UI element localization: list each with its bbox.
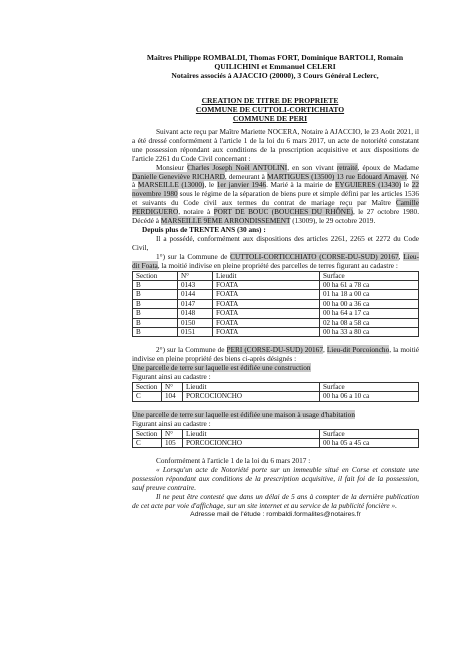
- birthdate: 1er janvier 1946: [216, 180, 267, 190]
- table-cell: B: [133, 280, 178, 289]
- duration-heading: Depuis plus de TRENTE ANS (30 ans) :: [142, 224, 266, 234]
- parcel-1-cadastre-label: Figurant ainsi au cadastre :: [132, 372, 211, 382]
- header-line-2: QUILICHINI et Emmanuel CELERI: [214, 62, 336, 71]
- table-cell: 0148: [178, 309, 213, 318]
- table-cell: 0143: [178, 280, 213, 289]
- header-cell: Lieudit: [183, 429, 320, 438]
- law-quote-2: Il ne peut être contesté que dans un délai de 5 ans à compter de la dernière publication de cet acte par voie d'affichage, sur un site internet et au service de la publicité foncière ».: [132, 492, 419, 510]
- table-cell: FOATA: [213, 327, 320, 336]
- text-fragment: ,: [322, 345, 327, 355]
- header-cell: N°: [162, 429, 183, 438]
- table-cell: 01 ha 18 a 00 ca: [320, 290, 419, 299]
- header-line-1: Maîtres Philippe ROMBALDI, Thomas FORT, Dominique BARTOLI, Romain: [146, 53, 404, 62]
- table-row: [133, 392, 419, 401]
- table-cell: B: [133, 290, 178, 299]
- text-fragment: , le: [204, 180, 217, 190]
- table-row: [133, 327, 419, 336]
- notary-name: Camille PERDIGUERO: [132, 198, 419, 217]
- parcel-2-cadastre-label: Figurant ainsi au cadastre :: [132, 418, 211, 428]
- header-cell: Section: [133, 382, 162, 391]
- lieudit-foata: Lieu-dit Foata: [132, 251, 420, 270]
- table-row: [133, 290, 419, 299]
- header-cell: Surface: [320, 429, 419, 438]
- table-row: [133, 318, 419, 327]
- table-cell: FOATA: [213, 299, 320, 308]
- table-cell: B: [133, 318, 178, 327]
- person-name: Charles Joseph Noël ANTOLINI: [187, 162, 288, 172]
- document-title: [150, 96, 390, 123]
- table-cell: 00 ha 33 a 80 ca: [320, 327, 419, 336]
- commune-peri: PERI (CORSE-DU-SUD) 20167: [226, 345, 323, 355]
- table-cell: B: [133, 309, 178, 318]
- text-fragment: , en son vivant: [287, 162, 337, 172]
- notary-place: PORT DE BOUC (BOUCHES DU RHÔNE): [213, 207, 353, 217]
- marriage-date: 22 novembre 1980: [132, 180, 419, 199]
- table-cell: B: [133, 327, 178, 336]
- spouse-name: Danielle Geneviève RICHARD: [132, 171, 225, 181]
- office-email: Adresse mail de l'étude : rombaldi.formalites@notaires.fr: [190, 510, 361, 518]
- title-line-2: COMMUNE DE CUTTOLI-CORTICHIATO: [195, 105, 345, 114]
- table-row: [133, 299, 419, 308]
- table-cell: C: [133, 392, 162, 401]
- law-reference: Conformément à l'article 1 de la loi du 6 mars 2017 :: [156, 456, 311, 466]
- document-body: [132, 128, 419, 520]
- table-header-row: [133, 429, 419, 438]
- text-fragment: le: [401, 180, 412, 190]
- header-cell: Lieudit: [183, 382, 320, 391]
- text-fragment: Monsieur: [156, 162, 188, 172]
- text-fragment: , le 27 octobre 1980. Décédé à: [132, 207, 420, 226]
- table-row: [133, 309, 419, 318]
- person-paragraph: [132, 164, 419, 226]
- possession-paragraph: Il a possédé, conformément aux dispositions des articles 2261, 2265 et 2272 du Code Civil,: [132, 233, 419, 252]
- table-cell: B: [133, 299, 178, 308]
- lieudit-porcoioncho: Lieu-dit Porcoioncho: [326, 345, 390, 355]
- table-cell: 00 ha 06 a 10 ca: [320, 392, 419, 401]
- text-fragment: , la moitié indivise en pleine propriété des biens ci-après désignés :: [132, 345, 419, 364]
- cadastre-table-3: [132, 429, 419, 449]
- table-cell: 00 ha 61 a 78 ca: [320, 280, 419, 289]
- text-fragment: 1°) sur la Commune de: [156, 251, 231, 261]
- notary-header: [110, 53, 440, 80]
- title-line-1: CREATION DE TITRE DE PROPRIETE: [201, 96, 339, 105]
- table-cell: 00 ha 64 a 17 ca: [320, 309, 419, 318]
- table-cell: 0147: [178, 299, 213, 308]
- header-cell: Surface: [320, 382, 419, 391]
- table-cell: 02 ha 08 a 58 ca: [320, 318, 419, 327]
- header-cell: Surface: [320, 271, 419, 280]
- text-fragment: . Né à: [132, 171, 419, 190]
- table-cell: 00 ha 00 a 36 ca: [320, 299, 419, 308]
- table-cell: FOATA: [213, 318, 320, 327]
- table-cell: FOATA: [213, 280, 320, 289]
- text-fragment: 2°) sur la Commune de: [156, 345, 227, 355]
- header-cell: Section: [133, 271, 178, 280]
- table-cell: PORCOCIONCHO: [183, 439, 320, 448]
- section-1-paragraph: [132, 253, 419, 271]
- table-cell: 00 ha 05 a 45 ca: [320, 439, 419, 448]
- header-cell: Section: [133, 429, 162, 438]
- table-cell: 104: [162, 392, 183, 401]
- header-cell: N°: [178, 271, 213, 280]
- table-cell: FOATA: [213, 290, 320, 299]
- table-cell: 0144: [178, 290, 213, 299]
- text-fragment: , notaire à: [178, 207, 214, 217]
- header-cell: N°: [162, 382, 183, 391]
- section-2-paragraph: [132, 346, 419, 364]
- person-status: retraité: [336, 162, 358, 172]
- table-header-row: [133, 382, 419, 391]
- text-fragment: sous le régime de la séparation de biens pure et simple défini par les articles 1536 et suivants du Code civil aux termes du contrat de mariage reçu par Maître: [132, 189, 419, 208]
- text-fragment: (13009), le 29 octobre 2019.: [290, 216, 376, 226]
- birthplace: MARSEILLE (13000): [137, 180, 205, 190]
- cadastre-table-2: [132, 382, 419, 402]
- residence: MARTIGUES (13500) 13 rue Edouard Amavet: [266, 171, 407, 181]
- header-line-3: Notaires associés à AJACCIO (20000), 3 Cours Général Leclerc,: [171, 71, 379, 80]
- commune-cuttoli: CUTTOLI-CORTICCHIATO (CORSE-DU-SUD) 20167: [230, 251, 399, 261]
- marriage-place: EYGUIERES (13430): [334, 180, 402, 190]
- law-quote-1: « Lorsqu'un acte de Notoriété porte sur un immeuble situé en Corse et constate une possession répondant aux conditions de la prescription acquisitive, il fait foi de la possession, sauf preuve contraire.: [132, 465, 419, 493]
- text-fragment: , la moitié indivise en pleine propriété des parcelles de terres figurant au cadastre :: [157, 260, 398, 270]
- parcel-2-label-text: Une parcelle de terre sur laquelle est édifiée une maison à usage d'habitation: [132, 409, 355, 419]
- parcel-1-label-text: Une parcelle de terre sur laquelle est édifiée une construction: [132, 363, 311, 373]
- table-cell: 0151: [178, 327, 213, 336]
- table-cell: 105: [162, 439, 183, 448]
- text-fragment: , demeurant à: [224, 171, 267, 181]
- table-row: [133, 439, 419, 448]
- table-cell: C: [133, 439, 162, 448]
- table-row: [133, 280, 419, 289]
- death-place: MARSEILLE 9EME ARRONDISSEMENT: [160, 216, 291, 226]
- title-line-3: COMMUNE DE PERI: [232, 114, 308, 123]
- table-cell: 0150: [178, 318, 213, 327]
- table-cell: FOATA: [213, 309, 320, 318]
- text-fragment: . Marié à la mairie de: [266, 180, 335, 190]
- header-cell: Lieudit: [213, 271, 320, 280]
- text-fragment: ,: [398, 251, 404, 261]
- table-cell: PORCOCIONCHO: [183, 392, 320, 401]
- intro-paragraph: Suivant acte reçu par Maître Mariette NOCERA, Notaire à AJACCIO, le 23 Août 2021, il a été dressé conformément à l'article 1 de la loi du 6 mars 2017, un acte de notoriété constatant une possession répondant aux conditions de la prescription acquisitive et aux dispositions de l'article 2261 du Code Civil concernant :: [132, 127, 419, 163]
- text-fragment: , époux de Madame: [357, 162, 419, 172]
- table-header-row: [133, 271, 419, 280]
- cadastre-table-1: [132, 271, 419, 338]
